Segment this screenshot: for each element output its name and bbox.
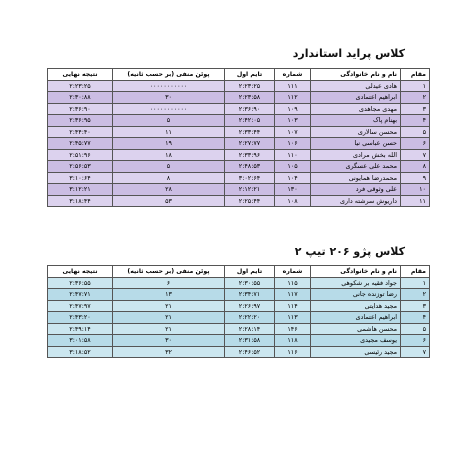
- cell-number: ۱۳۰: [275, 184, 311, 196]
- cell-name: محمدرضا همایونی: [311, 172, 401, 184]
- cell-number: ۱۱۲: [275, 92, 311, 104]
- cell-final-result: ۲:۵۶:۵۳: [48, 161, 113, 173]
- cell-final-result: ۳:۰۱:۵۸: [48, 335, 113, 347]
- cell-name: حسن عباسی نیا: [311, 138, 401, 150]
- cell-name: جواد فقیه بر شکوهی: [311, 277, 401, 289]
- section-title-pride: کلاس پراید استاندارد: [292, 47, 405, 60]
- cell-number: ۱۱۸: [275, 335, 311, 347]
- column-header-first-time: تایم اول: [225, 69, 275, 81]
- cell-name: داریوش سرشته داری: [311, 195, 401, 207]
- cell-first-time: ۲:۲۳:۲۵: [225, 80, 275, 92]
- cell-rank: ۴: [401, 312, 430, 324]
- cell-name: مجید رئیسی: [311, 346, 401, 358]
- cell-penalty: ۵۳: [113, 195, 225, 207]
- cell-rank: ۹: [401, 172, 430, 184]
- table-row: [48, 346, 430, 358]
- cell-rank: ۱: [401, 80, 430, 92]
- cell-penalty: ۲۱: [113, 323, 225, 335]
- cell-number: ۱۱۵: [275, 277, 311, 289]
- cell-final-result: ۲:۵۱:۹۶: [48, 149, 113, 161]
- cell-number: ۱۴۶: [275, 323, 311, 335]
- cell-penalty: ۵: [113, 161, 225, 173]
- cell-final-result: ۲:۴۹:۱۴: [48, 323, 113, 335]
- cell-name: بهنام پاک: [311, 115, 401, 127]
- cell-final-result: ۳:۱۸:۵۲: [48, 346, 113, 358]
- cell-rank: ۷: [401, 149, 430, 161]
- cell-name: محسن هاشمی: [311, 323, 401, 335]
- cell-name: مهدی مجاهدی: [311, 103, 401, 115]
- cell-first-time: ۲:۳۰:۵۵: [225, 277, 275, 289]
- cell-rank: ۵: [401, 126, 430, 138]
- cell-rank: ۷: [401, 346, 430, 358]
- table-row: [48, 312, 430, 324]
- cell-penalty: ۲۱: [113, 312, 225, 324]
- cell-first-time: ۲:۴۶:۵۲: [225, 346, 275, 358]
- table-row: [48, 277, 430, 289]
- table-row: [48, 115, 430, 127]
- table-row: [48, 289, 430, 301]
- table-row: [48, 335, 430, 347]
- cell-number: ۱۱۳: [275, 312, 311, 324]
- cell-first-time: ۲:۲۳:۵۸: [225, 92, 275, 104]
- cell-name: علی وثوقی فرد: [311, 184, 401, 196]
- cell-first-time: ۲:۴۲:۰۵: [225, 115, 275, 127]
- table-row: [48, 184, 430, 196]
- cell-penalty: ۱۳: [113, 289, 225, 301]
- cell-rank: ۵: [401, 323, 430, 335]
- cell-penalty: ۰۰۰۰۰۰۰۰۰۰۰: [113, 103, 225, 115]
- cell-number: ۱۰۳: [275, 115, 311, 127]
- cell-number: ۱۱۶: [275, 346, 311, 358]
- table-row: [48, 195, 430, 207]
- table-header-row: [48, 69, 430, 81]
- cell-penalty: ۲۱: [113, 300, 225, 312]
- cell-penalty: ۱۹: [113, 138, 225, 150]
- cell-penalty: ۱۸: [113, 149, 225, 161]
- cell-final-result: ۲:۴۳:۲۰: [48, 312, 113, 324]
- cell-penalty: ۳۲: [113, 346, 225, 358]
- cell-name: الله بخش مرادی: [311, 149, 401, 161]
- cell-number: ۱۱۷: [275, 289, 311, 301]
- cell-name: محسن سالاری: [311, 126, 401, 138]
- cell-first-time: ۲:۳۶:۹۰: [225, 103, 275, 115]
- cell-penalty: ۵: [113, 115, 225, 127]
- cell-final-result: ۲:۴۵:۷۷: [48, 138, 113, 150]
- cell-first-time: ۲:۲۸:۱۴: [225, 323, 275, 335]
- results-table-pride: [47, 68, 430, 207]
- cell-final-result: ۲:۳۶:۹۵: [48, 115, 113, 127]
- results-table-peugeot: [47, 265, 430, 358]
- cell-penalty: ۸: [113, 172, 225, 184]
- cell-first-time: ۳:۰۲:۶۴: [225, 172, 275, 184]
- cell-first-time: ۲:۳۴:۷۱: [225, 289, 275, 301]
- cell-rank: ۶: [401, 335, 430, 347]
- cell-penalty: ۱۱: [113, 126, 225, 138]
- cell-number: ۱۰۶: [275, 138, 311, 150]
- cell-rank: ۱۰: [401, 184, 430, 196]
- cell-final-result: ۲:۴۷:۷۱: [48, 289, 113, 301]
- table-row: [48, 161, 430, 173]
- column-header-first-time: تایم اول: [225, 266, 275, 278]
- cell-first-time: ۲:۳۳:۴۴: [225, 126, 275, 138]
- cell-rank: ۲: [401, 92, 430, 104]
- cell-name: رضا توزنده جانی: [311, 289, 401, 301]
- cell-penalty: ۶: [113, 277, 225, 289]
- cell-name: ابراهیم اعتمادی: [311, 312, 401, 324]
- column-header-final-result: نتیجه نهایی: [48, 69, 113, 81]
- cell-final-result: ۳:۱۸:۴۴: [48, 195, 113, 207]
- column-header-penalty: پوئن منفی (بر حسب ثانیه): [113, 69, 225, 81]
- cell-final-result: ۲:۳۶:۵۵: [48, 277, 113, 289]
- cell-final-result: ۳:۱۲:۲۱: [48, 184, 113, 196]
- table-header-row: [48, 266, 430, 278]
- cell-first-time: ۲:۴۸:۵۳: [225, 161, 275, 173]
- column-header-name: نام و نام خانوادگی: [311, 266, 401, 278]
- cell-final-result: ۲:۳۶:۹۰: [48, 103, 113, 115]
- cell-rank: ۳: [401, 300, 430, 312]
- column-header-number: شماره: [275, 69, 311, 81]
- table-row: [48, 300, 430, 312]
- cell-name: یوسف مجیدی: [311, 335, 401, 347]
- column-header-penalty: پوئن منفی (بر حسب ثانیه): [113, 266, 225, 278]
- cell-penalty: ۳۰: [113, 335, 225, 347]
- section-title-peugeot: کلاس پژو ۲۰۶ تیپ ۲: [294, 245, 405, 258]
- cell-first-time: ۲:۲۷:۷۷: [225, 138, 275, 150]
- table-row: [48, 80, 430, 92]
- cell-rank: ۱: [401, 277, 430, 289]
- table-row: [48, 149, 430, 161]
- cell-rank: ۴: [401, 115, 430, 127]
- cell-first-time: ۲:۱۲:۲۱: [225, 184, 275, 196]
- cell-rank: ۶: [401, 138, 430, 150]
- cell-name: مجید هدایتی: [311, 300, 401, 312]
- cell-number: ۱۱۴: [275, 300, 311, 312]
- table-row: [48, 126, 430, 138]
- cell-first-time: ۲:۲۶:۹۷: [225, 300, 275, 312]
- cell-number: ۱۰۵: [275, 161, 311, 173]
- table-row: [48, 92, 430, 104]
- table-row: [48, 323, 430, 335]
- cell-final-result: ۲:۴۷:۹۷: [48, 300, 113, 312]
- table-row: [48, 172, 430, 184]
- column-header-number: شماره: [275, 266, 311, 278]
- cell-first-time: ۲:۲۵:۴۴: [225, 195, 275, 207]
- cell-first-time: ۲:۲۲:۲۰: [225, 312, 275, 324]
- cell-rank: ۲: [401, 289, 430, 301]
- column-header-rank: مقام: [401, 266, 430, 278]
- cell-final-result: ۲:۲۳:۲۵: [48, 80, 113, 92]
- cell-first-time: ۲:۳۱:۵۸: [225, 335, 275, 347]
- cell-name: ابراهیم اعتمادی: [311, 92, 401, 104]
- cell-number: ۱۰۹: [275, 103, 311, 115]
- column-header-name: نام و نام خانوادگی: [311, 69, 401, 81]
- cell-number: ۱۰۴: [275, 172, 311, 184]
- cell-name: محمد علی عسگری: [311, 161, 401, 173]
- table-row: [48, 138, 430, 150]
- cell-rank: ۳: [401, 103, 430, 115]
- column-header-final-result: نتیجه نهایی: [48, 266, 113, 278]
- table-row: [48, 103, 430, 115]
- cell-name: هادی عیدلی: [311, 80, 401, 92]
- cell-first-time: ۲:۳۳:۹۶: [225, 149, 275, 161]
- cell-penalty: ۰۰۰۰۰۰۰۰۰۰۰: [113, 80, 225, 92]
- cell-penalty: ۳۰: [113, 92, 225, 104]
- cell-number: ۱۱۱: [275, 80, 311, 92]
- cell-number: ۱۰۷: [275, 126, 311, 138]
- cell-rank: ۱۱: [401, 195, 430, 207]
- cell-rank: ۸: [401, 161, 430, 173]
- column-header-rank: مقام: [401, 69, 430, 81]
- cell-number: ۱۰۸: [275, 195, 311, 207]
- cell-final-result: ۲:۴۴:۴۰: [48, 126, 113, 138]
- cell-number: ۱۱۰: [275, 149, 311, 161]
- cell-final-result: ۳:۱۰:۶۴: [48, 172, 113, 184]
- cell-final-result: ۲:۳۰:۸۸: [48, 92, 113, 104]
- cell-penalty: ۲۸: [113, 184, 225, 196]
